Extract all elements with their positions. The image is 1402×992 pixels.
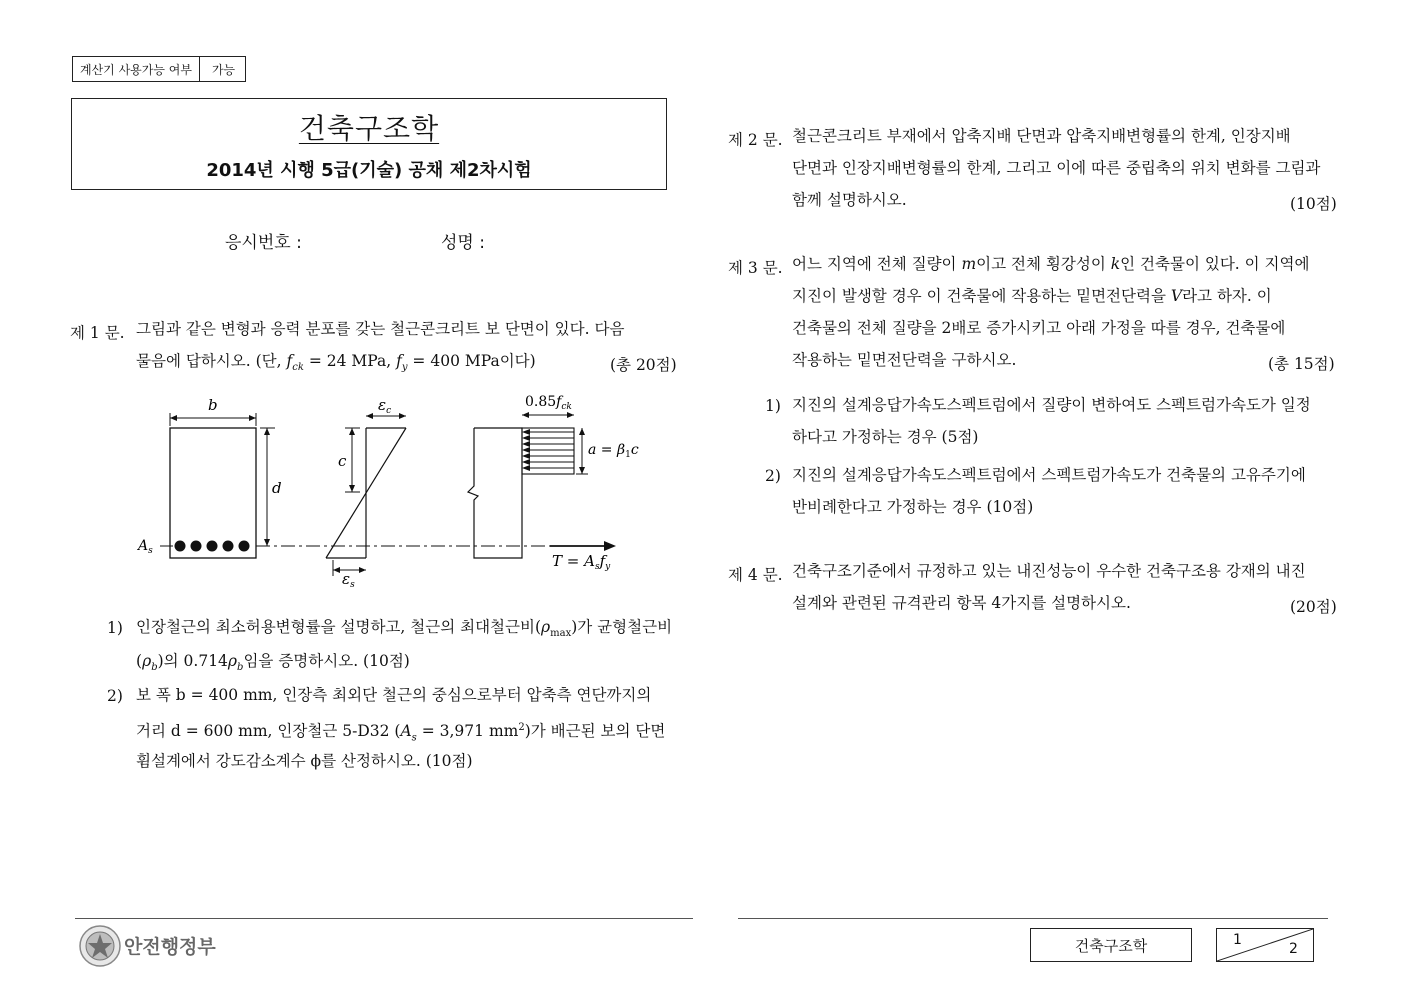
beam-section-rect	[170, 428, 256, 558]
name-field: 성명 :	[441, 233, 485, 253]
label-T: $T = A_sf_y$	[552, 552, 611, 572]
label-As: $A_s$	[138, 538, 153, 556]
rebar-dot	[207, 541, 218, 552]
q4-number: 제 4 문.	[728, 566, 783, 584]
q3-sub1-number: 1)	[765, 397, 781, 415]
q4-score: (20점)	[1290, 598, 1337, 616]
calculator-label: 계산기 사용가능 여부	[80, 62, 192, 77]
q4-line1: 건축구조기준에서 규정하고 있는 내진성능이 우수한 건축구조용 강재의 내진	[792, 562, 1306, 580]
q3-score: (총 15점)	[1268, 355, 1335, 373]
q2-line1: 철근콘크리트 부재에서 압축지배 단면과 압축지배변형률의 한계, 인장지배	[792, 127, 1291, 145]
beam-section-diagram	[130, 388, 650, 593]
q3-number: 제 3 문.	[728, 259, 783, 277]
q3-sub2-line1: 지진의 설계응답가속도스펙트럼에서 스펙트럼가속도가 건축물의 고유주기에	[792, 466, 1306, 484]
stress-arrows	[522, 429, 574, 471]
label-epsilon-c: $\varepsilon_c$	[378, 396, 392, 416]
rebar-dot	[191, 541, 202, 552]
rebar-dot	[223, 541, 234, 552]
title-box	[71, 98, 667, 190]
page-current: 1	[1233, 932, 1242, 948]
rebar-dot	[175, 541, 186, 552]
exam-subject-title: 건축구조학	[298, 112, 440, 145]
q2-score: (10점)	[1290, 195, 1337, 213]
q3-sub2-number: 2)	[765, 467, 781, 485]
footer-divider-left	[75, 918, 693, 919]
label-epsilon-s: $\varepsilon_s$	[342, 570, 355, 590]
q3-sub1-line2: 하다고 가정하는 경우 (5점)	[792, 428, 979, 446]
q1-sub2-line3: 휨설계에서 강도감소계수 ϕ를 산정하시오. (10점)	[136, 752, 473, 770]
q1-sub1-line1: 인장철근의 최소허용변형률을 설명하고, 철근의 최대철근비$(\rho_{max})$가 균형철근비	[136, 618, 673, 640]
q3-line4: 작용하는 밑면전단력을 구하시오.	[792, 351, 1017, 369]
q1-sub1-line2: $(\rho_b)$의 $0.714\rho_b$임을 증명하시오. (10점)	[136, 652, 410, 674]
q3-sub1-line1: 지진의 설계응답가속도스펙트럼에서 질량이 변하여도 스펙트럼가속도가 일정	[792, 396, 1311, 414]
q1-sub1-number: 1)	[107, 619, 123, 637]
q2-number: 제 2 문.	[728, 131, 783, 149]
label-stress: $0.85f_{ck}$	[525, 394, 572, 412]
ministry-seal-logo	[78, 924, 122, 968]
q1-sub2-number: 2)	[107, 687, 123, 705]
exam-number-field: 응시번호 :	[225, 233, 302, 253]
q2-line2: 단면과 인장지배변형률의 한계, 그리고 이에 따른 중립축의 위치 변화를 그림과	[792, 159, 1321, 177]
q3-line3: 건축물의 전체 질량을 2배로 증가시키고 아래 가정을 따를 경우, 건축물에	[792, 319, 1286, 337]
q3-line2: 지진이 발생할 경우 이 건축물에 작용하는 밑면전단력을 V라고 하자. 이	[792, 287, 1272, 305]
q1-score: (총 20점)	[610, 356, 677, 374]
label-a: $a = \beta_1c$	[588, 442, 639, 460]
label-c: c	[338, 452, 347, 470]
footer-subject-box	[1030, 928, 1192, 962]
q3-line1: 어느 지역에 전체 질량이 m이고 전체 횡강성이 k인 건축물이 있다. 이 지역에	[792, 255, 1310, 273]
label-b: b	[208, 396, 218, 414]
q1-line1: 그림과 같은 변형과 응력 분포를 갖는 철근콘크리트 보 단면이 있다. 다음	[136, 320, 625, 338]
footer-subject: 건축구조학	[1074, 936, 1148, 955]
q1-line2: 물음에 답하시오. (단, $f_{ck} = 24$ MPa, $f_y = 400$ MPa이다)	[136, 352, 536, 374]
q1-sub2-line2: 거리 d = 600 mm, 인장철근 5-D32 ($A_s = 3,971$ $mm^2$)가 배근된 보의 단면	[136, 722, 666, 744]
footer-divider-right	[738, 918, 1328, 919]
calculator-value: 가능	[199, 57, 245, 81]
q1-number: 제 1 문.	[70, 324, 125, 342]
stress-member-outline	[468, 428, 522, 558]
q4-line2: 설계와 관련된 규격관리 항목 4가지를 설명하시오.	[792, 594, 1131, 612]
q2-line3: 함께 설명하시오.	[792, 191, 907, 209]
page-total: 2	[1289, 941, 1298, 957]
rebar-dot	[239, 541, 250, 552]
q1-sub2-line1: 보 폭 b = 400 mm, 인장측 최외단 철근의 중심으로부터 압축측 연단까지의	[136, 686, 652, 704]
page-indicator	[1216, 928, 1314, 962]
page-slash	[1217, 929, 1313, 961]
calculator-usage-box	[72, 56, 246, 82]
exam-subtitle: 2014년 시행 5급(기술) 공채 제2차시험	[206, 160, 532, 181]
label-d: d	[272, 479, 282, 497]
q3-sub2-line2: 반비례한다고 가정하는 경우 (10점)	[792, 498, 1034, 516]
ministry-name: 안전행정부	[124, 936, 216, 958]
